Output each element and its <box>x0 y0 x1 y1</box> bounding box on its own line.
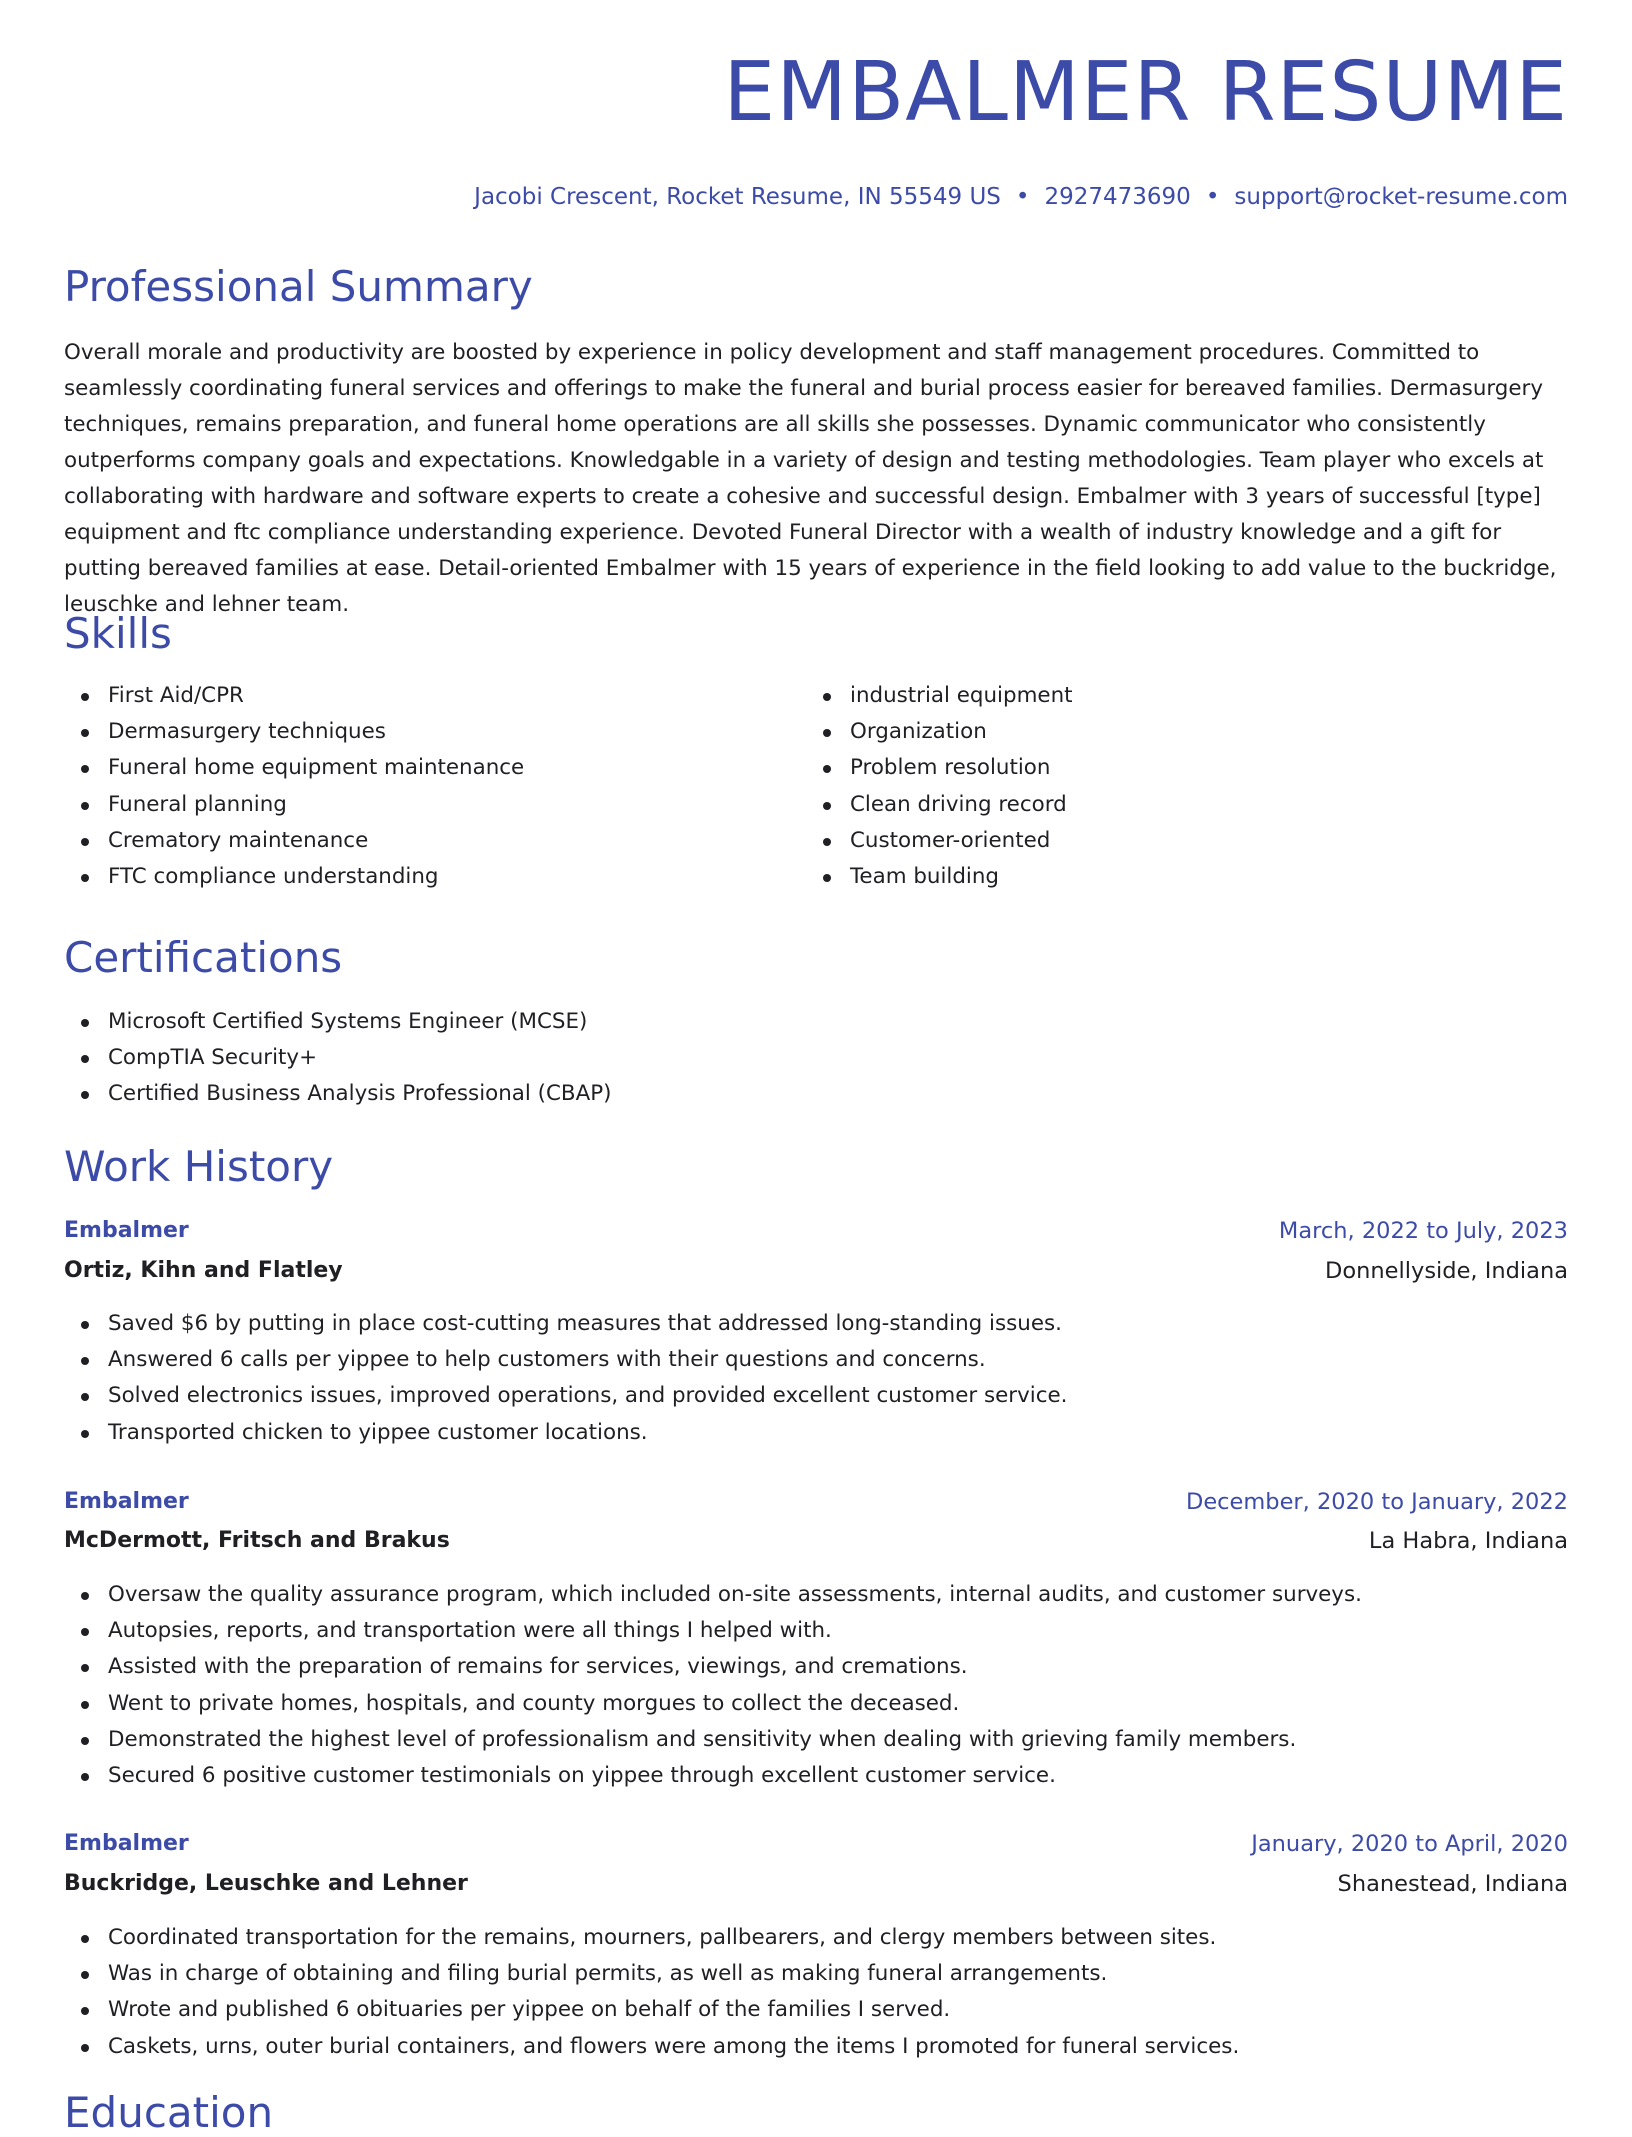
certifications-list <box>64 1004 611 1113</box>
job-bullet: Coordinated transportation for the remains, mourners, pallbearers, and clergy members between sites. <box>64 1920 1239 1956</box>
contact-separator: • <box>1015 184 1030 210</box>
job-title: Embalmer <box>64 1218 189 1243</box>
job-location: La Habra, Indiana <box>1368 1528 1568 1554</box>
job-title: Embalmer <box>64 1489 189 1514</box>
job-bullet: Transported chicken to yippee customer locations. <box>64 1415 1067 1451</box>
skill-item: Crematory maintenance <box>64 823 804 859</box>
job-bullet: Answered 6 calls per yippee to help customers with their questions and concerns. <box>64 1342 1067 1378</box>
job-bullet: Went to private homes, hospitals, and county morgues to collect the deceased. <box>64 1686 1362 1722</box>
job-title: Embalmer <box>64 1831 189 1856</box>
resume-title: EMBALMER RESUME <box>723 45 1568 140</box>
job-company: Buckridge, Leuschke and Lehner <box>64 1871 468 1896</box>
skill-item: Organization <box>806 714 1546 750</box>
skill-item: Problem resolution <box>806 750 1546 786</box>
contact-phone: 2927473690 <box>1044 184 1191 210</box>
work-history-heading: Work History <box>64 1142 334 1191</box>
contact-email: support@rocket-resume.com <box>1234 184 1568 210</box>
skills-heading: Skills <box>64 609 172 658</box>
job-dates: March, 2022 to July, 2023 <box>1278 1218 1568 1244</box>
skill-item: Clean driving record <box>806 787 1546 823</box>
job-dates: December, 2020 to January, 2022 <box>1186 1489 1568 1515</box>
job-bullet: Assisted with the preparation of remains for services, viewings, and cremations. <box>64 1649 1362 1685</box>
skill-item: Funeral home equipment maintenance <box>64 750 804 786</box>
job-company: Ortiz, Kihn and Flatley <box>64 1258 343 1283</box>
job-bullet: Wrote and published 6 obituaries per yippee on behalf of the families I served. <box>64 1992 1239 2028</box>
summary-text: Overall morale and productivity are boosted by experience in policy development and staff management procedures. Committed to seamlessly coordinating funeral services and offerings to make the funeral and burial process easier for bereaved families. Dermasurgery techniques, remains preparation, and funeral home operations are all skills she possesses. Dynamic communicator who consistently outperforms company goals and expectations. Knowledgable in a variety of design and testing methodologies. Team player who excels at collaborating with hardware and software experts to create a cohesive and successful design. Embalmer with 3 years of successful [type] equipment and ftc compliance understanding experience. Devoted Funeral Director with a wealth of industry knowledge and a gift for putting bereaved families at ease. Detail-oriented Embalmer with 15 years of experience in the field looking to add value to the buckridge, leuschke and lehner team. <box>64 340 1557 617</box>
job-bullet: Demonstrated the highest level of professionalism and sensitivity when dealing with grieving family members. <box>64 1722 1362 1758</box>
contact-address: Jacobi Crescent, Rocket Resume, IN 55549 US <box>474 184 1001 210</box>
job-dates: January, 2020 to April, 2020 <box>1251 1831 1568 1857</box>
skills-list-left <box>64 678 804 895</box>
contact-separator: • <box>1205 184 1220 210</box>
certification-item: CompTIA Security+ <box>64 1040 611 1076</box>
summary-heading: Professional Summary <box>64 262 533 311</box>
job-bullets <box>64 1306 1067 1451</box>
skill-item: industrial equipment <box>806 678 1546 714</box>
skill-item: Team building <box>806 859 1546 895</box>
education-heading: Education <box>64 2088 274 2137</box>
job-bullet: Autopsies, reports, and transportation were all things I helped with. <box>64 1613 1362 1649</box>
skills-list-right <box>806 678 1546 895</box>
skill-item: First Aid/CPR <box>64 678 804 714</box>
certification-item: Certified Business Analysis Professional (CBAP) <box>64 1076 611 1112</box>
job-bullet: Was in charge of obtaining and filing burial permits, as well as making funeral arrangements. <box>64 1956 1239 1992</box>
job-company: McDermott, Fritsch and Brakus <box>64 1528 450 1553</box>
certification-item: Microsoft Certified Systems Engineer (MCSE) <box>64 1004 611 1040</box>
job-bullet: Saved $6 by putting in place cost-cutting measures that addressed long-standing issues. <box>64 1306 1067 1342</box>
job-location: Donnellyside, Indiana <box>1325 1258 1568 1284</box>
job-bullet: Oversaw the quality assurance program, which included on-site assessments, internal audits, and customer surveys. <box>64 1577 1362 1613</box>
job-bullet: Secured 6 positive customer testimonials on yippee through excellent customer service. <box>64 1758 1362 1794</box>
skill-item: Funeral planning <box>64 787 804 823</box>
certifications-heading: Certifications <box>64 933 343 982</box>
skill-item: Dermasurgery techniques <box>64 714 804 750</box>
job-bullet: Solved electronics issues, improved operations, and provided excellent customer service. <box>64 1378 1067 1414</box>
job-location: Shanestead, Indiana <box>1337 1871 1568 1897</box>
job-bullets <box>64 1920 1239 2065</box>
skill-item: Customer-oriented <box>806 823 1546 859</box>
skill-item: FTC compliance understanding <box>64 859 804 895</box>
job-bullet: Caskets, urns, outer burial containers, and flowers were among the items I promoted for funeral services. <box>64 2029 1239 2065</box>
job-bullets <box>64 1577 1362 1794</box>
contact-line <box>474 182 1568 212</box>
